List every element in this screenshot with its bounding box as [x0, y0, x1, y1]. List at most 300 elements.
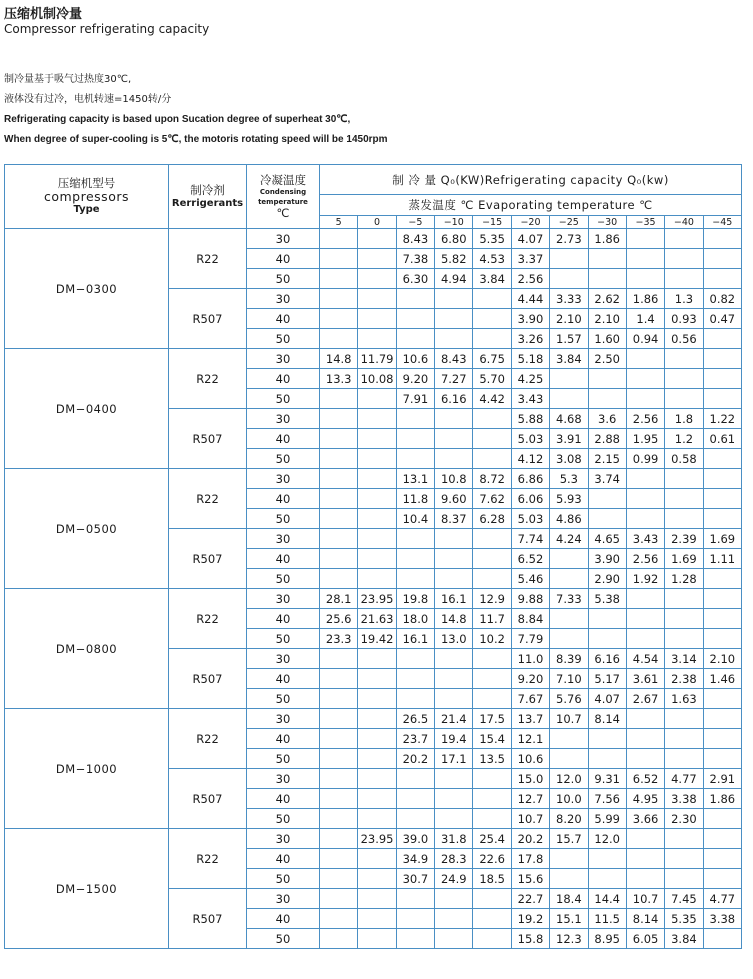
capacity-value-cell: [626, 629, 664, 649]
capacity-value-cell: [703, 509, 741, 529]
capacity-value-cell: [626, 269, 664, 289]
condensing-temp-cell: 50: [247, 389, 320, 409]
capacity-value-cell: [358, 409, 396, 429]
capacity-value-cell: 1.69: [665, 549, 703, 569]
capacity-value-cell: [358, 729, 396, 749]
capacity-value-cell: 11.0: [511, 649, 549, 669]
condensing-temp-cell: 30: [247, 289, 320, 309]
capacity-value-cell: [320, 809, 358, 829]
capacity-value-cell: 5.70: [473, 369, 511, 389]
header-row-capacity: [5, 165, 742, 195]
capacity-value-cell: 2.10: [550, 309, 588, 329]
capacity-value-cell: [320, 289, 358, 309]
capacity-value-cell: 2.15: [588, 449, 626, 469]
note-line-en-1: Refrigerating capacity is based upon Sucation degree of superheat 30℃,: [4, 114, 351, 125]
capacity-value-cell: 0.47: [703, 309, 741, 329]
capacity-value-cell: 0.58: [665, 449, 703, 469]
capacity-value-cell: [626, 369, 664, 389]
capacity-value-cell: [550, 869, 588, 889]
header-model-en: compressors: [43, 189, 129, 204]
condensing-temp-cell: 30: [247, 229, 320, 249]
capacity-value-cell: [320, 409, 358, 429]
capacity-value-cell: [665, 609, 703, 629]
capacity-value-cell: [396, 549, 434, 569]
capacity-value-cell: [435, 329, 473, 349]
capacity-value-cell: 8.72: [473, 469, 511, 489]
capacity-value-cell: [358, 689, 396, 709]
capacity-value-cell: [703, 589, 741, 609]
capacity-value-cell: 6.80: [435, 229, 473, 249]
capacity-value-cell: [320, 249, 358, 269]
capacity-value-cell: 6.86: [511, 469, 549, 489]
refrigerant-cell: R507: [169, 649, 247, 709]
condensing-temp-cell: 30: [247, 589, 320, 609]
capacity-value-cell: [665, 589, 703, 609]
capacity-value-cell: 1.60: [588, 329, 626, 349]
capacity-value-cell: [588, 269, 626, 289]
capacity-value-cell: 4.86: [550, 509, 588, 529]
capacity-value-cell: [588, 749, 626, 769]
capacity-value-cell: 10.6: [511, 749, 549, 769]
capacity-value-cell: [358, 429, 396, 449]
capacity-value-cell: 8.20: [550, 809, 588, 829]
capacity-value-cell: [473, 689, 511, 709]
capacity-value-cell: 10.0: [550, 789, 588, 809]
capacity-value-cell: 21.63: [358, 609, 396, 629]
condensing-temp-cell: 30: [247, 769, 320, 789]
capacity-value-cell: 7.67: [511, 689, 549, 709]
capacity-value-cell: [320, 789, 358, 809]
capacity-value-cell: [665, 849, 703, 869]
capacity-value-cell: [358, 869, 396, 889]
capacity-value-cell: 2.39: [665, 529, 703, 549]
capacity-value-cell: [473, 289, 511, 309]
condensing-temp-cell: 40: [247, 549, 320, 569]
capacity-value-cell: 6.52: [511, 549, 549, 569]
capacity-value-cell: [435, 689, 473, 709]
capacity-value-cell: [665, 369, 703, 389]
capacity-value-cell: [435, 809, 473, 829]
capacity-value-cell: 12.7: [511, 789, 549, 809]
condensing-temp-cell: 40: [247, 909, 320, 929]
capacity-value-cell: 7.79: [511, 629, 549, 649]
condensing-temp-cell: 50: [247, 749, 320, 769]
capacity-value-cell: [703, 869, 741, 889]
capacity-value-cell: [435, 409, 473, 429]
capacity-value-cell: [320, 669, 358, 689]
header-refrigerant: [169, 165, 247, 229]
capacity-value-cell: [550, 369, 588, 389]
evap-temp-cell: −15: [473, 216, 511, 229]
capacity-value-cell: 26.5: [396, 709, 434, 729]
capacity-value-cell: [703, 349, 741, 369]
capacity-value-cell: 3.90: [511, 309, 549, 329]
header-condensing-en1: Condensing: [259, 187, 307, 196]
capacity-value-cell: 1.22: [703, 409, 741, 429]
capacity-value-cell: [358, 569, 396, 589]
capacity-value-cell: 11.7: [473, 609, 511, 629]
capacity-value-cell: 3.6: [588, 409, 626, 429]
page-title-en: Compressor refrigerating capacity: [4, 22, 210, 36]
condensing-temp-cell: 40: [247, 369, 320, 389]
capacity-value-cell: [550, 389, 588, 409]
capacity-value-cell: [320, 649, 358, 669]
capacity-value-cell: 5.46: [511, 569, 549, 589]
capacity-value-cell: [435, 549, 473, 569]
capacity-value-cell: 4.42: [473, 389, 511, 409]
refrigerant-cell: R22: [169, 229, 247, 289]
capacity-value-cell: 2.73: [550, 229, 588, 249]
capacity-value-cell: 4.95: [626, 789, 664, 809]
capacity-value-cell: 3.91: [550, 429, 588, 449]
capacity-value-cell: 7.91: [396, 389, 434, 409]
capacity-value-cell: [320, 489, 358, 509]
header-condensing-cn: 冷凝温度: [260, 172, 306, 187]
capacity-value-cell: [703, 709, 741, 729]
capacity-value-cell: 3.33: [550, 289, 588, 309]
refrigerant-cell: R507: [169, 409, 247, 469]
capacity-value-cell: 4.07: [511, 229, 549, 249]
capacity-value-cell: [703, 729, 741, 749]
capacity-value-cell: [358, 389, 396, 409]
table-row: [5, 829, 742, 849]
condensing-temp-cell: 40: [247, 309, 320, 329]
capacity-value-cell: [396, 569, 434, 589]
capacity-value-cell: 11.79: [358, 349, 396, 369]
capacity-value-cell: [626, 609, 664, 629]
capacity-value-cell: 0.61: [703, 429, 741, 449]
capacity-value-cell: 2.62: [588, 289, 626, 309]
refrigerant-cell: R507: [169, 529, 247, 589]
capacity-value-cell: [435, 929, 473, 949]
capacity-value-cell: 9.60: [435, 489, 473, 509]
header-model-type: Type: [73, 204, 100, 215]
capacity-value-cell: 8.43: [435, 349, 473, 369]
capacity-value-cell: 8.14: [588, 709, 626, 729]
capacity-value-cell: [358, 449, 396, 469]
capacity-value-cell: [626, 509, 664, 529]
capacity-value-cell: [703, 249, 741, 269]
evap-temp-cell: 0: [358, 216, 396, 229]
capacity-value-cell: [320, 829, 358, 849]
capacity-value-cell: [703, 609, 741, 629]
capacity-value-cell: [665, 729, 703, 749]
capacity-value-cell: [703, 229, 741, 249]
table-row: [5, 589, 742, 609]
capacity-value-cell: [473, 769, 511, 789]
capacity-value-cell: 8.14: [626, 909, 664, 929]
capacity-value-cell: [435, 649, 473, 669]
capacity-value-cell: [665, 709, 703, 729]
capacity-value-cell: [588, 509, 626, 529]
refrigerant-cell: R22: [169, 349, 247, 409]
capacity-value-cell: 1.95: [626, 429, 664, 449]
capacity-value-cell: [320, 309, 358, 329]
capacity-value-cell: [396, 309, 434, 329]
capacity-value-cell: [665, 869, 703, 889]
condensing-temp-cell: 50: [247, 329, 320, 349]
condensing-temp-cell: 40: [247, 669, 320, 689]
capacity-value-cell: 8.84: [511, 609, 549, 629]
refrigerant-cell: R507: [169, 289, 247, 349]
condensing-temp-cell: 30: [247, 889, 320, 909]
capacity-value-cell: [550, 249, 588, 269]
capacity-value-cell: 1.57: [550, 329, 588, 349]
notes-block: [4, 70, 388, 150]
capacity-value-cell: 1.63: [665, 689, 703, 709]
capacity-table: [4, 164, 742, 949]
capacity-value-cell: [626, 729, 664, 749]
capacity-value-cell: 18.0: [396, 609, 434, 629]
capacity-value-cell: 15.1: [550, 909, 588, 929]
note-line-cn-1: 制冷量基于吸气过热度30℃,: [4, 74, 132, 85]
capacity-value-cell: 2.56: [626, 409, 664, 429]
capacity-value-cell: [626, 469, 664, 489]
capacity-value-cell: 1.86: [626, 289, 664, 309]
capacity-value-cell: 7.10: [550, 669, 588, 689]
capacity-value-cell: 2.30: [665, 809, 703, 829]
capacity-value-cell: 18.4: [550, 889, 588, 909]
model-cell: DM−0500: [5, 469, 169, 589]
capacity-value-cell: [396, 909, 434, 929]
capacity-value-cell: 4.94: [435, 269, 473, 289]
capacity-value-cell: 16.1: [435, 589, 473, 609]
capacity-value-cell: [626, 249, 664, 269]
capacity-value-cell: 0.93: [665, 309, 703, 329]
capacity-value-cell: 8.37: [435, 509, 473, 529]
capacity-value-cell: [550, 749, 588, 769]
capacity-value-cell: 1.11: [703, 549, 741, 569]
condensing-temp-cell: 40: [247, 729, 320, 749]
refrigerant-cell: R507: [169, 889, 247, 949]
capacity-value-cell: [665, 509, 703, 529]
capacity-value-cell: 0.82: [703, 289, 741, 309]
capacity-value-cell: [358, 789, 396, 809]
capacity-value-cell: 22.6: [473, 849, 511, 869]
capacity-value-cell: 14.4: [588, 889, 626, 909]
capacity-value-cell: [358, 489, 396, 509]
capacity-value-cell: 5.35: [473, 229, 511, 249]
capacity-value-cell: 6.06: [511, 489, 549, 509]
capacity-value-cell: 13.3: [320, 369, 358, 389]
capacity-value-cell: [396, 289, 434, 309]
capacity-value-cell: [396, 889, 434, 909]
header-capacity: 制 冷 量 Q₀(KW)Refrigerating capacity Q₀(kw): [320, 165, 742, 195]
capacity-value-cell: [550, 549, 588, 569]
capacity-value-cell: 6.16: [588, 649, 626, 669]
capacity-value-cell: 1.86: [703, 789, 741, 809]
capacity-value-cell: 34.9: [396, 849, 434, 869]
capacity-value-cell: [358, 749, 396, 769]
capacity-value-cell: [703, 489, 741, 509]
capacity-value-cell: 4.68: [550, 409, 588, 429]
capacity-value-cell: [626, 389, 664, 409]
condensing-temp-cell: 30: [247, 409, 320, 429]
capacity-value-cell: 25.6: [320, 609, 358, 629]
condensing-temp-cell: 30: [247, 829, 320, 849]
capacity-value-cell: 1.46: [703, 669, 741, 689]
capacity-value-cell: [320, 509, 358, 529]
evap-temp-cell: −40: [665, 216, 703, 229]
capacity-value-cell: [320, 469, 358, 489]
capacity-value-cell: 17.5: [473, 709, 511, 729]
capacity-value-cell: 24.9: [435, 869, 473, 889]
capacity-value-cell: 4.25: [511, 369, 549, 389]
capacity-value-cell: [358, 889, 396, 909]
capacity-value-cell: [358, 289, 396, 309]
condensing-temp-cell: 50: [247, 449, 320, 469]
capacity-value-cell: 3.37: [511, 249, 549, 269]
capacity-value-cell: 3.26: [511, 329, 549, 349]
capacity-value-cell: [703, 629, 741, 649]
capacity-value-cell: 7.27: [435, 369, 473, 389]
capacity-value-cell: [473, 909, 511, 929]
capacity-value-cell: [396, 429, 434, 449]
capacity-value-cell: [396, 689, 434, 709]
capacity-value-cell: [703, 929, 741, 949]
capacity-value-cell: 23.95: [358, 589, 396, 609]
capacity-value-cell: 31.8: [435, 829, 473, 849]
capacity-value-cell: [435, 669, 473, 689]
capacity-value-cell: [550, 849, 588, 869]
capacity-value-cell: 1.2: [665, 429, 703, 449]
capacity-value-cell: 4.24: [550, 529, 588, 549]
capacity-value-cell: 6.16: [435, 389, 473, 409]
capacity-value-cell: 28.3: [435, 849, 473, 869]
capacity-value-cell: 4.53: [473, 249, 511, 269]
evap-temp-cell: −35: [626, 216, 664, 229]
capacity-value-cell: [588, 369, 626, 389]
capacity-value-cell: 3.90: [588, 549, 626, 569]
capacity-value-cell: 3.14: [665, 649, 703, 669]
model-cell: DM−1000: [5, 709, 169, 829]
capacity-value-cell: [703, 269, 741, 289]
refrigerant-cell: R22: [169, 829, 247, 889]
capacity-value-cell: 8.39: [550, 649, 588, 669]
evap-temp-cell: −25: [550, 216, 588, 229]
header-evaporating: 蒸发温度 ℃ Evaporating temperature ℃: [320, 195, 742, 216]
capacity-value-cell: 10.7: [511, 809, 549, 829]
capacity-value-cell: 1.4: [626, 309, 664, 329]
capacity-value-cell: 7.33: [550, 589, 588, 609]
capacity-value-cell: [550, 269, 588, 289]
condensing-temp-cell: 50: [247, 569, 320, 589]
capacity-value-cell: 6.52: [626, 769, 664, 789]
condensing-temp-cell: 40: [247, 429, 320, 449]
condensing-temp-cell: 30: [247, 349, 320, 369]
capacity-value-cell: 1.8: [665, 409, 703, 429]
capacity-value-cell: [588, 629, 626, 649]
capacity-value-cell: [358, 329, 396, 349]
capacity-value-cell: 7.62: [473, 489, 511, 509]
capacity-value-cell: [358, 269, 396, 289]
capacity-value-cell: 12.0: [588, 829, 626, 849]
capacity-value-cell: [435, 429, 473, 449]
model-cell: DM−1500: [5, 829, 169, 949]
table-body: [5, 229, 742, 949]
model-cell: DM−0800: [5, 589, 169, 709]
capacity-value-cell: [320, 389, 358, 409]
capacity-value-cell: [396, 669, 434, 689]
capacity-value-cell: [665, 229, 703, 249]
capacity-value-cell: [665, 269, 703, 289]
capacity-value-cell: [703, 749, 741, 769]
capacity-value-cell: [588, 869, 626, 889]
capacity-value-cell: 18.5: [473, 869, 511, 889]
capacity-value-cell: 1.92: [626, 569, 664, 589]
capacity-value-cell: [358, 669, 396, 689]
capacity-value-cell: 10.7: [550, 709, 588, 729]
capacity-value-cell: [358, 549, 396, 569]
capacity-value-cell: [588, 389, 626, 409]
capacity-value-cell: 2.50: [588, 349, 626, 369]
capacity-value-cell: [626, 229, 664, 249]
capacity-value-cell: [665, 389, 703, 409]
capacity-value-cell: 4.77: [703, 889, 741, 909]
capacity-value-cell: 23.7: [396, 729, 434, 749]
capacity-value-cell: 14.8: [435, 609, 473, 629]
condensing-temp-cell: 30: [247, 709, 320, 729]
header-refrigerant-en: Rerrigerants: [171, 197, 244, 209]
capacity-value-cell: 6.05: [626, 929, 664, 949]
capacity-value-cell: [320, 689, 358, 709]
note-line-cn-2: 液体没有过冷，电机转速=1450转/分: [4, 94, 172, 105]
capacity-value-cell: [320, 709, 358, 729]
capacity-value-cell: [703, 329, 741, 349]
condensing-temp-cell: 50: [247, 809, 320, 829]
capacity-value-cell: [703, 689, 741, 709]
capacity-value-cell: [396, 409, 434, 429]
capacity-value-cell: [358, 929, 396, 949]
header-condensing-en2: temperature: [258, 197, 308, 206]
capacity-value-cell: [665, 249, 703, 269]
header-model: [5, 165, 169, 229]
note-line-en-2: When degree of super-cooling is 5℃, the motoris rotating speed will be 1450rpm: [4, 134, 388, 145]
capacity-value-cell: [358, 849, 396, 869]
capacity-value-cell: 6.28: [473, 509, 511, 529]
capacity-value-cell: 10.8: [435, 469, 473, 489]
capacity-value-cell: [320, 269, 358, 289]
condensing-temp-cell: 50: [247, 269, 320, 289]
capacity-value-cell: [473, 329, 511, 349]
capacity-value-cell: 8.43: [396, 229, 434, 249]
table-row: [5, 349, 742, 369]
capacity-value-cell: 39.0: [396, 829, 434, 849]
capacity-value-cell: [473, 789, 511, 809]
capacity-value-cell: 25.4: [473, 829, 511, 849]
capacity-value-cell: [358, 909, 396, 929]
capacity-value-cell: 4.44: [511, 289, 549, 309]
capacity-value-cell: [550, 729, 588, 749]
capacity-value-cell: 4.12: [511, 449, 549, 469]
capacity-value-cell: 17.8: [511, 849, 549, 869]
capacity-value-cell: [588, 849, 626, 869]
capacity-value-cell: 2.90: [588, 569, 626, 589]
capacity-value-cell: [320, 849, 358, 869]
capacity-value-cell: 20.2: [511, 829, 549, 849]
capacity-value-cell: 12.9: [473, 589, 511, 609]
capacity-value-cell: [320, 909, 358, 929]
model-cell: DM−0300: [5, 229, 169, 349]
capacity-value-cell: 9.31: [588, 769, 626, 789]
capacity-value-cell: [320, 329, 358, 349]
condensing-temp-cell: 50: [247, 629, 320, 649]
capacity-value-cell: 2.67: [626, 689, 664, 709]
capacity-value-cell: [473, 429, 511, 449]
capacity-value-cell: 4.54: [626, 649, 664, 669]
capacity-value-cell: 10.08: [358, 369, 396, 389]
capacity-value-cell: [358, 249, 396, 269]
